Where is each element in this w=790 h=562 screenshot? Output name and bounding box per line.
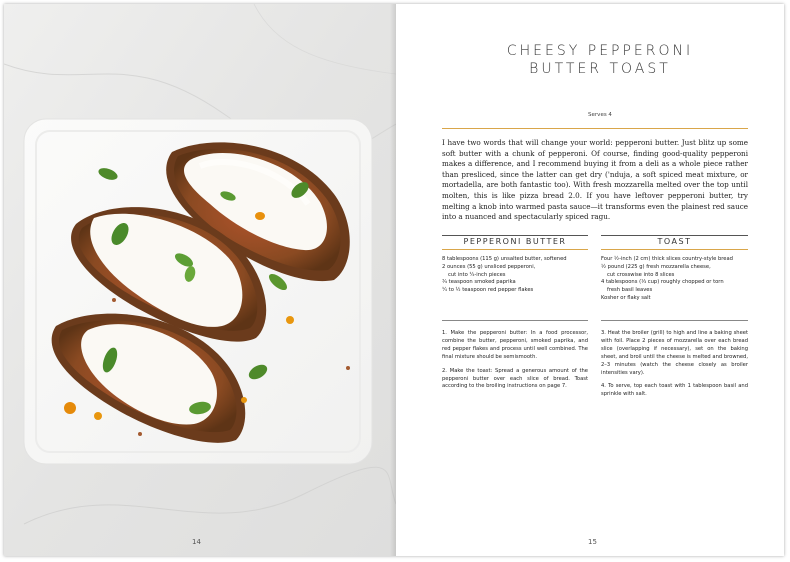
recipe-title-line2: BUTTER TOAST — [529, 61, 671, 77]
ingredient: cut into ¼-inch pieces — [448, 271, 506, 278]
steps-rule-left — [442, 320, 588, 321]
page-number-right: 15 — [588, 538, 597, 546]
pepperoni-butter-ingredients — [442, 256, 592, 295]
ingredient: Kosher or flaky salt — [601, 294, 651, 301]
method-step: 3. Heat the broiler (grill) to high and line a baking sheet with foil. Place 2 pieces of mozzarella over each bread slice (overlapping if necessary), set on the baking sheet, and broil until the cheese is melted and browned, 2–3 minutes (watch the cheese closely as broiler intensities vary). — [601, 330, 748, 376]
serves-label: Serves 4 — [588, 112, 612, 118]
butter-rule-top — [442, 235, 588, 236]
left-page — [4, 4, 396, 556]
method-step: 1. Make the pepperoni butter: In a food processor, combine the butter, pepperoni, smoked paprika, and red pepper flakes and process until well combined. The final mixture should be semismooth. — [442, 330, 588, 360]
method-step: 4. To serve, top each toast with 1 tablespoon basil and sprinkle with salt. — [601, 383, 748, 398]
book-spread — [4, 4, 784, 556]
ingredient: Four ½-inch (2 cm) thick slices country-style bread — [601, 256, 733, 262]
right-page — [396, 4, 784, 556]
toast-heading: TOAST — [657, 237, 692, 246]
recipe-title-line1: CHEESY PEPPERONI — [506, 43, 694, 59]
steps-rule-right — [601, 320, 748, 321]
steps-right — [601, 330, 748, 405]
ingredient: ¼ to ½ teaspoon red pepper flakes — [442, 287, 534, 294]
toast-ingredients — [601, 256, 751, 303]
toast-rule-top — [601, 235, 748, 236]
intro-rule — [442, 128, 748, 129]
ingredient: 2 ounces (55 g) unsliced pepperoni, — [442, 263, 536, 270]
ingredient: ½ pound (225 g) fresh mozzarella cheese, — [601, 263, 711, 270]
ingredient: cut crosswise into 8 slices — [607, 271, 675, 278]
steps-left — [442, 330, 588, 397]
food-photo — [4, 4, 396, 556]
intro-paragraph: I have two words that will change your world: pepperoni butter. Just blitz up some soft butter with a chunk of pepperoni. Of course, finding good-quality pepperoni makes a difference, and I recommend buying it from a deli as a whole piece rather than presliced, since the latter can get dry ('nduja, a soft spiced meat mixture, or mortadella, are both fantastic too). With fresh mozzarella melted over the top until molten, this is like pizza bread 2.0. If you have leftover pepperoni butter, try melting a knob into warmed pasta sauce—it transforms even the plainest red sauce into a nuanced and spectacularly spiced ragu. — [442, 138, 748, 222]
method-step: 2. Make the toast: Spread a generous amount of the pepperoni butter over each slice of bread. Toast according to the broiling instructions on page 7. — [442, 367, 588, 390]
butter-rule-bottom — [442, 249, 588, 250]
toast-rule-bottom — [601, 249, 748, 250]
ingredient: fresh basil leaves — [607, 287, 653, 294]
ingredient: 4 tablespoons (⅓ cup) roughly chopped or torn — [601, 279, 724, 286]
ingredient: ¾ teaspoon smoked paprika — [442, 279, 516, 286]
page-number-left: 14 — [192, 538, 201, 546]
pepperoni-butter-heading: PEPPERONI BUTTER — [463, 237, 567, 246]
ingredient: 8 tablespoons (115 g) unsalted butter, softened — [442, 256, 567, 262]
